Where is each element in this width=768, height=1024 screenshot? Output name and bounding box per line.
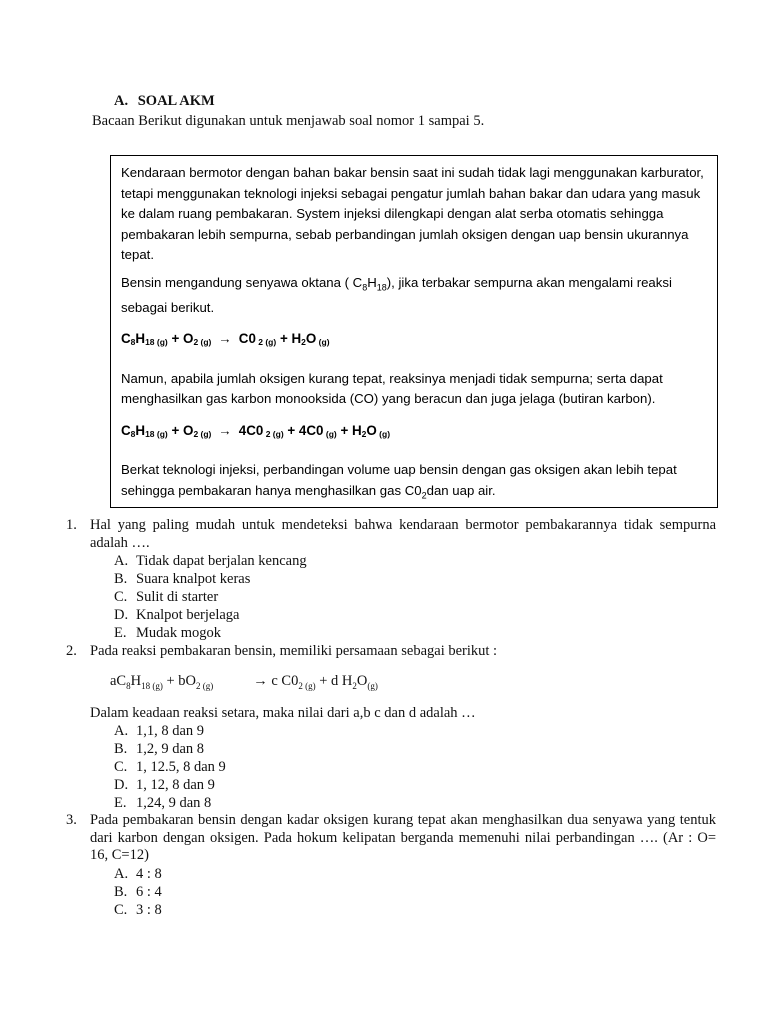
section-title: SOAL AKM [137,93,215,109]
passage-paragraph-4: Berkat teknologi injeksi, perbandingan volume uap bensin dengan gas oksigen akan lebih tepat sehingga pembakaran hanya menghasilkan gas $C0_2dan$ uap air. [121,462,677,501]
option-c[interactable]: C. 1, 12.5, 8 dan 9 [114,759,226,776]
option-b[interactable]: B. 1,2, 9 dan 8 [114,741,205,758]
question-number: 2. [66,643,77,659]
question-2 [66,643,716,812]
reading-passage-box [110,155,718,508]
passage-paragraph-1: Kendaraan bermotor dengan bahan bakar bensin saat ini sudah tidak lagi menggunakan karburator, tetapi menggunakan teknologi injeksi sebagai pengatur jumlah bahan bakar dan udara yang masuk ke dalam ruang pembakaran. System injeksi dilengkapi dengan alat serba otomatis sehingga pembakaran lebih sempurna, sebab perbandingan jumlah oksigen dengan uap bensin ukurannya tepat. [121,165,704,262]
option-a[interactable]: A. 1,1, 8 dan 9 [114,723,205,740]
intro-text: Bacaan Berikut digunakan untuk menjawab soal nomor 1 sampai 5. [92,113,485,129]
question-followup: Dalam keadaan reaksi setara, maka nilai dari a,b c dan d adalah … [90,704,476,721]
passage-paragraph-2: Bensin mengandung senyawa oktana ( $C_8H_{18}$), jika terbakar sempurna akan mengalami reaksi sebagai berikut. [121,274,672,315]
option-d[interactable]: D. 1, 12, 8 dan 9 [114,777,215,794]
question-stem: Hal yang paling mudah untuk mendeteksi bahwa kendaraan bermotor pembakarannya tidak sempurna adalah …. [90,517,716,551]
question-equation: $aC_8H_{18 (g)} + bO_{2 (g)} \to c$ $C0_{2 (g)} + d$ $H_2O_{(g)}$ [110,672,378,691]
complete-combustion-equation: $C_8H_{18 (g)} + O_{2 (g)} \to C0$ $_{2 (g)} + H_2O$ $_{(g)}$ [121,331,330,348]
option-e[interactable]: E. 1,24, 9 dan 8 [114,795,212,812]
option-e[interactable]: E. Mudak mogok [114,625,221,641]
option-d[interactable]: D. Knalpot berjelaga [114,607,240,623]
incomplete-combustion-equation: $C_8H_{18 (g)} + O_{2 (g)} \to 4C0$ $_{2 (g)}$ + 4C0 $_{(g)} + H_2O$ $_{(g)}$ [121,422,391,439]
answer-options [114,552,716,642]
question-3 [66,812,716,919]
option-c[interactable]: C. Sulit di starter [114,589,219,605]
question-number: 3. [66,812,77,828]
option-a[interactable]: A. 4 : 8 [114,865,162,882]
section-letter: A. [114,93,129,109]
question-number: 1. [66,517,77,533]
answer-options [114,722,716,812]
answer-options [114,865,716,919]
question-1 [66,517,716,642]
question-stem: Pada pembakaran bensin dengan kadar oksigen kurang tepat akan menghasilkan dua senyawa yang tentuk dari karbon dengan oksigen. Pada hokum kelipatan berganda memenuhi nilai perbandingan …. (Ar : O= 16, C=12) [90,812,716,863]
option-c[interactable]: C. 3 : 8 [114,901,162,918]
passage-paragraph-3: Namun, apabila jumlah oksigen kurang tepat, reaksinya menjadi tidak sempurna; serta dapat menghasilkan gas karbon monooksida (CO) yang beracun dan juga jelaga (butiran karbon). [121,370,663,407]
option-a[interactable]: A. Tidak dapat berjalan kencang [114,553,307,569]
option-b[interactable]: B. 6 : 4 [114,883,162,900]
option-b[interactable]: B. Suara knalpot keras [114,571,251,587]
section-heading [114,93,221,110]
question-stem: Pada reaksi pembakaran bensin, memiliki persamaan sebagai berikut : [90,643,498,659]
